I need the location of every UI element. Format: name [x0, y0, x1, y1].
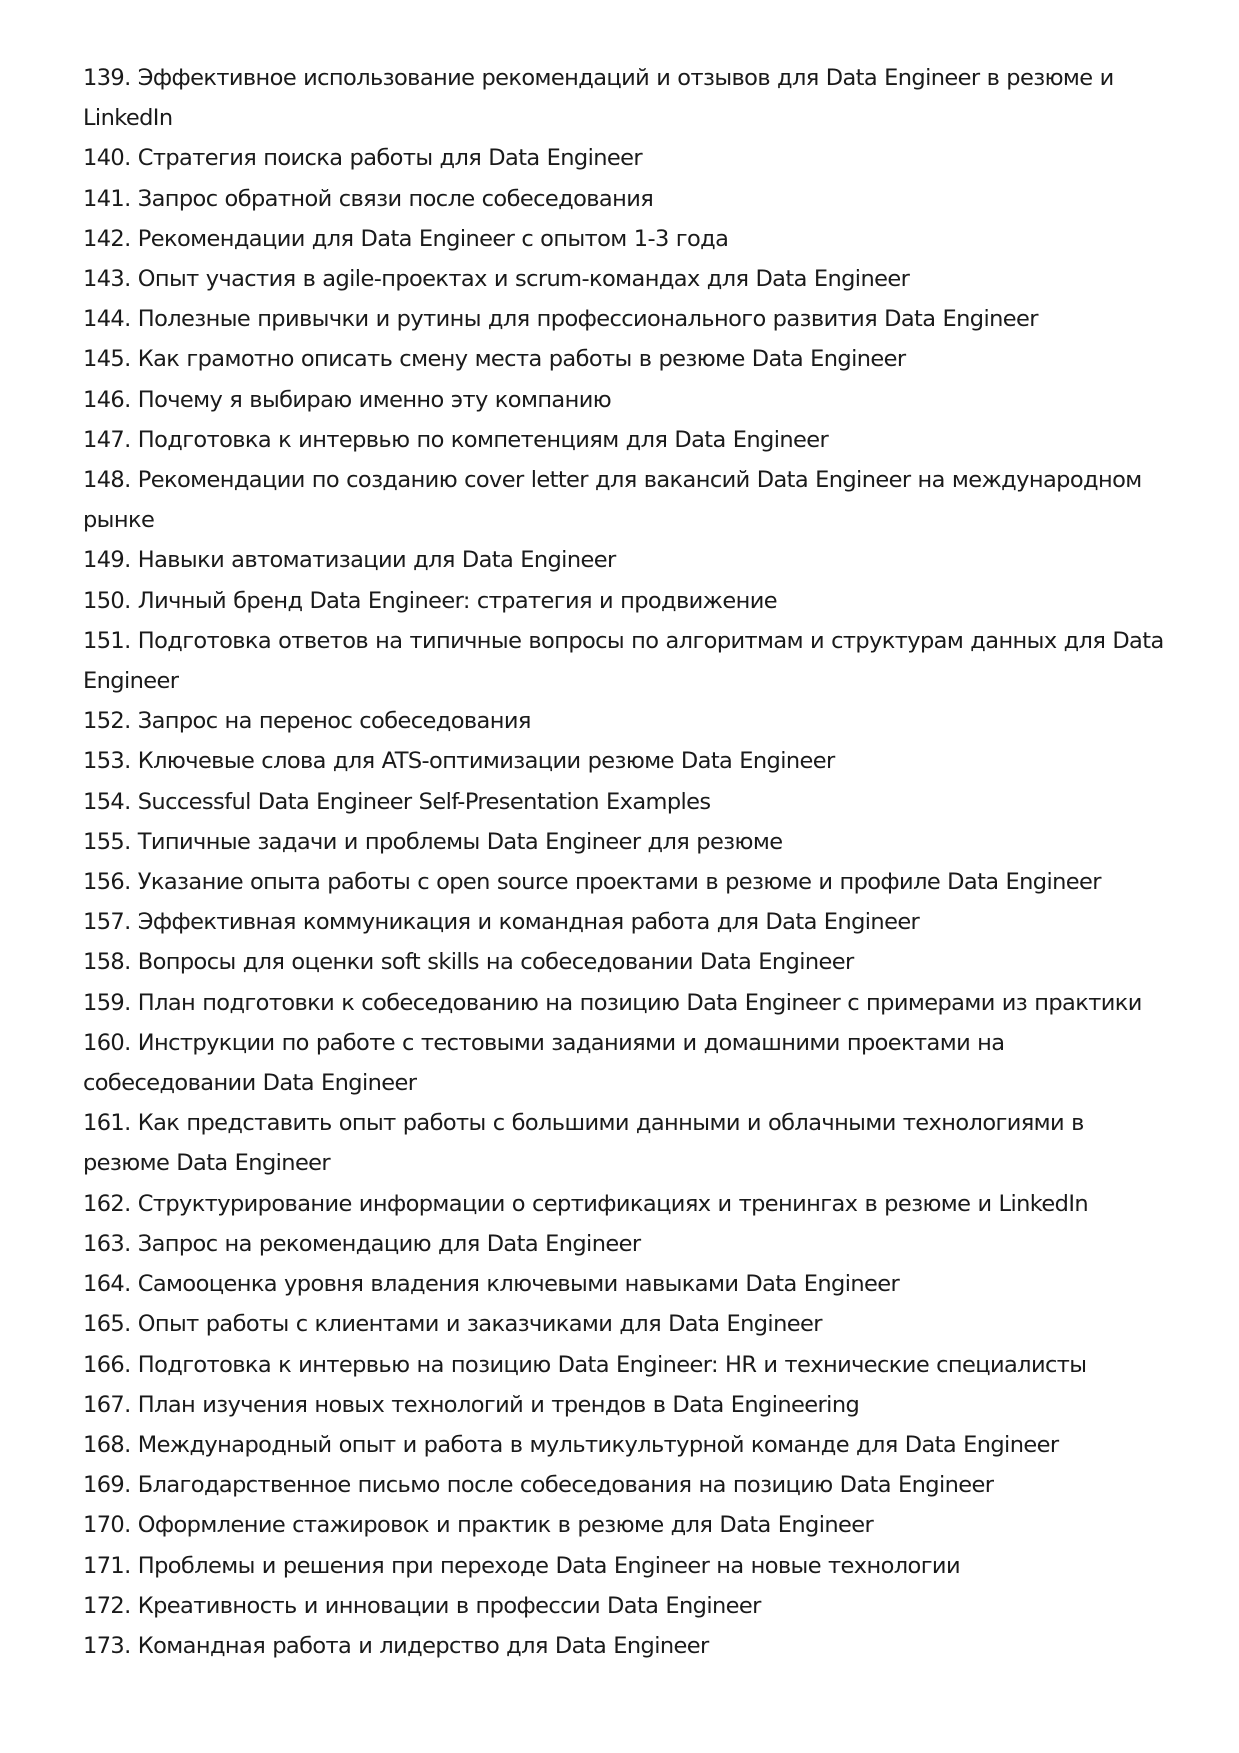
- list-item: 155. Типичные задачи и проблемы Data Engineer для резюме: [83, 828, 783, 855]
- list-item: 170. Оформление стажировок и практик в резюме для Data Engineer: [83, 1512, 874, 1539]
- list-item: 147. Подготовка к интервью по компетенциям для Data Engineer: [83, 426, 829, 453]
- list-item: 160. Инструкции по работе с тестовыми заданиями и домашними проектами на собеседовании Data Engineer: [83, 1029, 1005, 1097]
- list-item: 153. Ключевые слова для ATS-оптимизации резюме Data Engineer: [83, 748, 835, 775]
- list-item: 157. Эффективная коммуникация и командная работа для Data Engineer: [83, 909, 920, 936]
- list-item: 168. Международный опыт и работа в мультикультурной команде для Data Engineer: [83, 1431, 1059, 1458]
- list-item: 162. Структурирование информации о сертификациях и тренингах в резюме и LinkedIn: [83, 1190, 1089, 1217]
- list-item: 163. Запрос на рекомендацию для Data Engineer: [83, 1230, 641, 1257]
- list-item: 150. Личный бренд Data Engineer: стратегия и продвижение: [83, 587, 777, 614]
- list-item: 171. Проблемы и решения при переходе Data Engineer на новые технологии: [83, 1552, 960, 1579]
- list-item: 146. Почему я выбираю именно эту компанию: [83, 386, 612, 413]
- list-item: 167. План изучения новых технологий и трендов в Data Engineering: [83, 1391, 860, 1418]
- list-item: 165. Опыт работы с клиентами и заказчиками для Data Engineer: [83, 1311, 822, 1338]
- list-item: 173. Командная работа и лидерство для Data Engineer: [83, 1632, 709, 1659]
- list-item: 156. Указание опыта работы с open source проектами в резюме и профиле Data Engineer: [83, 869, 1101, 896]
- list-item: 142. Рекомендации для Data Engineer с опытом 1-3 года: [83, 225, 729, 252]
- list-item: 158. Вопросы для оценки soft skills на собеседовании Data Engineer: [83, 949, 854, 976]
- list-item: 141. Запрос обратной связи после собеседования: [83, 185, 654, 212]
- list-item: 143. Опыт участия в agile-проектах и scrum-командах для Data Engineer: [83, 266, 910, 293]
- list-item: 152. Запрос на перенос собеседования: [83, 708, 531, 735]
- list-item: 144. Полезные привычки и рутины для профессионального развития Data Engineer: [83, 306, 1038, 333]
- list-item: 169. Благодарственное письмо после собеседования на позицию Data Engineer: [83, 1472, 994, 1499]
- list-item: 159. План подготовки к собеседованию на позицию Data Engineer с примерами из практики: [83, 989, 1142, 1016]
- list-item: 148. Рекомендации по созданию cover letter для вакансий Data Engineer на международном рынке: [83, 467, 1142, 534]
- list-item: 161. Как представить опыт работы с большими данными и облачными технологиями в резюме Data Engineer: [83, 1110, 1084, 1177]
- list-item: 145. Как грамотно описать смену места работы в резюме Data Engineer: [83, 346, 906, 373]
- list-item: 164. Самооценка уровня владения ключевыми навыками Data Engineer: [83, 1271, 900, 1298]
- list-item: 154. Successful Data Engineer Self-Presentation Examples: [83, 788, 711, 815]
- list-item: 151. Подготовка ответов на типичные вопросы по алгоритмам и структурам данных для Data Engineer: [83, 627, 1164, 695]
- document-body: [83, 58, 1173, 1666]
- list-item: 149. Навыки автоматизации для Data Engineer: [83, 547, 616, 574]
- list-item: 139. Эффективное использование рекомендаций и отзывов для Data Engineer в резюме и LinkedIn: [83, 65, 1114, 132]
- list-item: 140. Стратегия поиска работы для Data Engineer: [83, 145, 643, 172]
- list-item: 172. Креативность и инновации в профессии Data Engineer: [83, 1592, 761, 1619]
- list-item: 166. Подготовка к интервью на позицию Data Engineer: HR и технические специалисты: [83, 1351, 1087, 1378]
